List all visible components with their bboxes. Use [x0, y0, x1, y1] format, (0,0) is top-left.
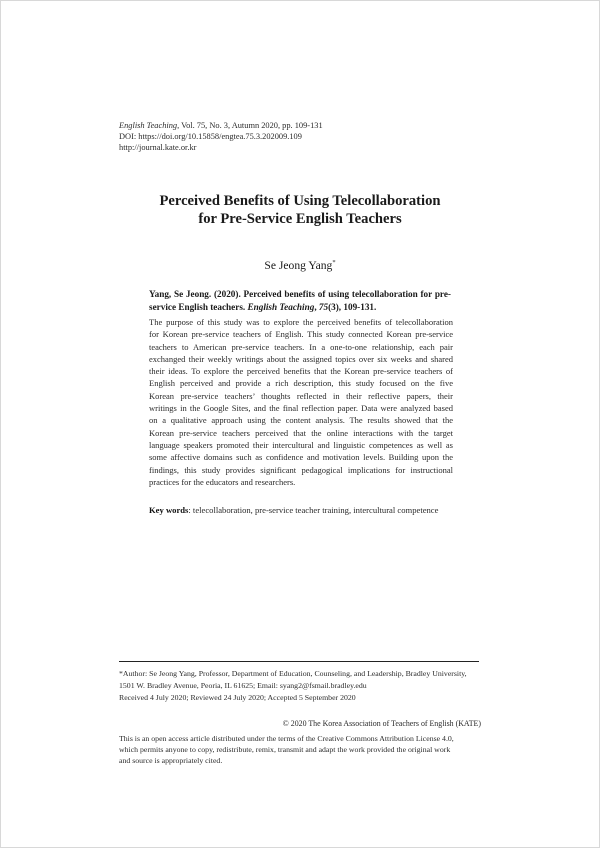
abstract-line: Korean pre-service teachers’ thoughts reflected in their reflective papers, their	[149, 390, 453, 401]
author-name: Se Jeong Yang	[264, 259, 333, 272]
license-line: and source is appropriately cited.	[119, 756, 223, 765]
abstract-line: English perceived and provide a rich description, this study focused on the five	[149, 378, 453, 389]
received-dates: Received 4 July 2020; Reviewed 24 July 2020; Accepted 5 September 2020	[119, 693, 356, 702]
keywords	[149, 504, 459, 516]
abstract	[149, 316, 453, 488]
abstract-line: on a qualitative approach using the content analysis. The results showed that the	[149, 415, 453, 426]
abstract-line: findings, this study provides significant pedagogical implications for instructional	[149, 464, 453, 475]
keywords-label: Key words	[149, 505, 189, 515]
journal-volume-info: , Vol. 75, No. 3, Autumn 2020, pp. 109-131	[177, 121, 323, 130]
citation-issue-pages: (3), 109-131.	[328, 301, 377, 312]
author-footnote	[119, 668, 481, 691]
citation-block	[149, 288, 451, 313]
citation-separator: ,	[314, 301, 319, 312]
abstract-line: teachers to American pre-service teachers. In a one-to-one relationship, each pair	[149, 341, 453, 352]
journal-url-link[interactable]: http://journal.kate.or.kr	[119, 143, 197, 153]
abstract-line: for Korean pre-service teachers of English. This study connected Korean pre-service	[149, 329, 453, 340]
copyright-notice: © 2020 The Korea Association of Teachers of English (KATE)	[282, 719, 481, 728]
keywords-text: : telecollaboration, pre-service teacher training, intercultural competence	[188, 505, 439, 515]
footnote-line-1: *Author: Se Jeong Yang, Professor, Department of Education, Counseling, and Leadership, Bradley University,	[119, 669, 467, 678]
license-line: which permits anyone to copy, redistribute, remix, transmit and adapt the work provided the original work	[119, 745, 451, 754]
abstract-line: some affective domains such as confidence and motivation levels. Building upon the	[149, 452, 453, 463]
abstract-line: The purpose of this study was to explore the perceived benefits of telecollaboration	[149, 317, 453, 327]
journal-citation-line	[119, 120, 323, 131]
author-line	[0, 259, 600, 272]
citation-journal: English Teaching	[247, 301, 315, 312]
license-notice	[119, 733, 481, 766]
abstract-line: language speakers promoted their intercultural and linguistic competences as well as	[149, 439, 453, 450]
citation-text: Yang, Se Jeong. (2020). Perceived benefits of using telecollaboration for pre-service English teachers.	[149, 289, 451, 312]
author-footnote-marker[interactable]: *	[332, 259, 336, 267]
abstract-line: exchanged their weekly writings about the assigned topics over six weeks and shared	[149, 353, 453, 364]
citation-volume: 75	[318, 301, 329, 312]
article-title	[0, 193, 600, 228]
doi-link[interactable]: DOI: https://doi.org/10.15858/engtea.75.3.202009.109	[119, 132, 302, 142]
abstract-line: their ideas. To explore the perceived benefits that the Korean pre-service teachers of	[149, 366, 453, 377]
journal-name: English Teaching	[119, 121, 178, 130]
abstract-line: writings in the Google Sites, and the final reflection paper. Data were analyzed based	[149, 403, 453, 414]
abstract-line: Korean pre-service teachers perceived that the online interactions with the target	[149, 427, 453, 438]
title-line-2: for Pre-Service English Teachers	[198, 210, 402, 227]
title-line-1: Perceived Benefits of Using Telecollaboration	[159, 193, 441, 209]
abstract-line: practices for the educators and researchers.	[149, 476, 296, 487]
license-line: This is an open access article distributed under the terms of the Creative Commons Attribution License 4.0,	[119, 734, 454, 743]
footnote-divider	[119, 661, 479, 662]
journal-header	[119, 120, 323, 154]
footnote-line-2: 1501 W. Bradley Avenue, Peoria, IL 61625; Email: syang2@fsmail.bradley.edu	[119, 680, 367, 690]
